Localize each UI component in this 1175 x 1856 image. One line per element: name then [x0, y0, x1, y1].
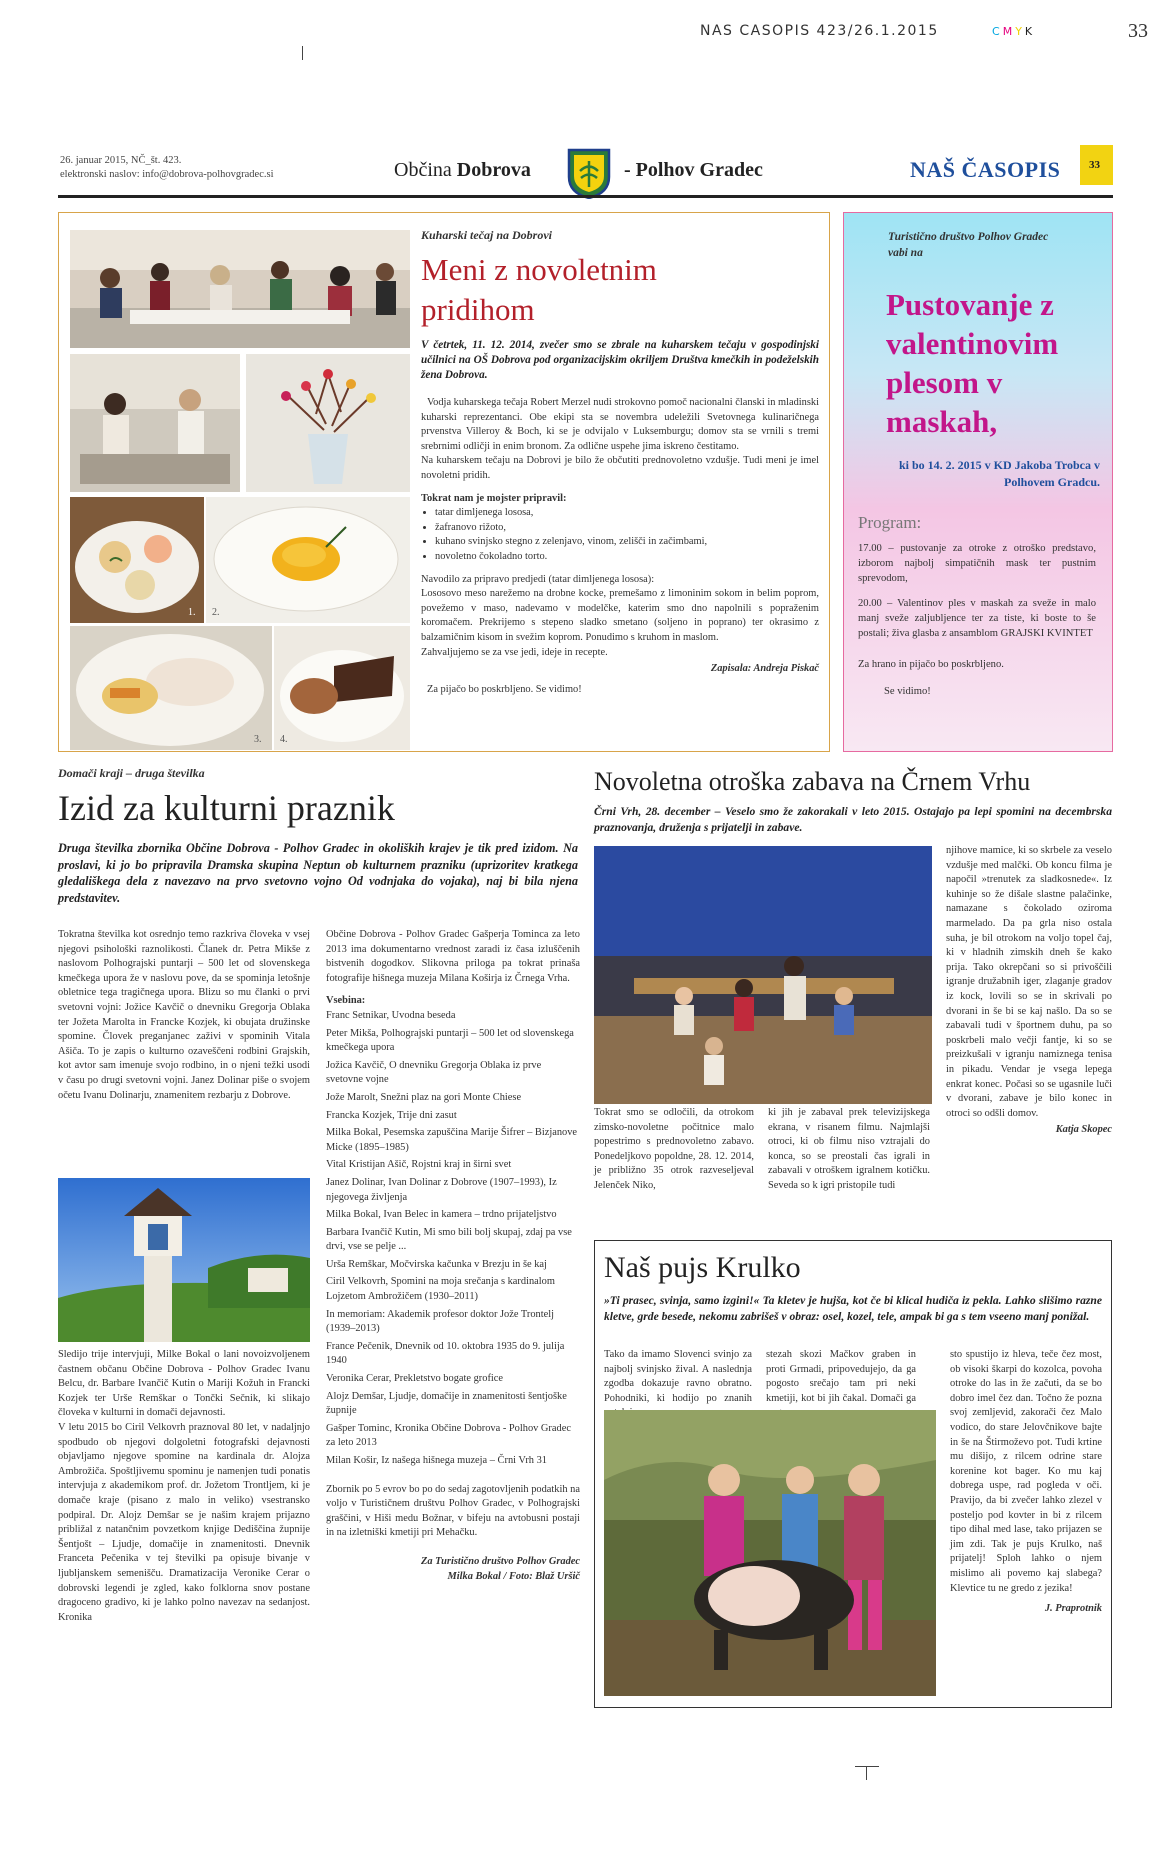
- article4-lead: »Ti prasec, svinja, samo izgini!« Ta kletev je hujša, kot če bi klical hudiča iz pekla. Lahko slišimo razne kletve, grde besede, nekomu zabrišeš v obraz: osel, kozel, tele, ampak bi ga s tem vseeno manj ponižal.: [604, 1294, 1102, 1323]
- article1-p3: Navodilo za pripravo predjedi (tatar dimljenega lososa):: [421, 573, 655, 585]
- toc-item: Milan Košir, Iz našega hišnega muzeja – Črni Vrh 31: [326, 1455, 547, 1466]
- article4-signature: J. Praprotnik: [1044, 1603, 1102, 1615]
- event-item-1: 17.00 – pustovanje za otroke z otroško predstavo, izborom najbolj simpatičnih mask ter pustnim sprevodom,: [858, 543, 1096, 584]
- obcina-name: Dobrova: [456, 159, 531, 181]
- cmyk-marks: [992, 25, 1035, 38]
- menu-item: • kuhano svinjsko stegno z zelenjavo, vinom, zelišči in začimbami,: [435, 535, 819, 550]
- photo-label-4: 4.: [280, 734, 288, 745]
- crop-mark-bottom-v: [866, 1766, 867, 1780]
- article2-col1-bottom: [58, 1348, 310, 1625]
- article2-signature-2: Milka Bokal / Foto: Blaž Uršič: [447, 1570, 580, 1582]
- article1-body: [421, 396, 819, 697]
- article1-p2: Na kuharskem tečaju na Dobrovi je bilo že občutiti prednovoletno vzdušje. Tudi meni je imel novoletni pridih.: [421, 455, 819, 481]
- photo-cooking-class-2: [70, 354, 240, 492]
- photo-pork-leg: [70, 626, 272, 750]
- photo-pig-with-children: [604, 1410, 936, 1696]
- menu-item: • žafranovo rižoto,: [435, 521, 819, 536]
- crop-mark-bottom: [855, 1766, 879, 1767]
- toc-item: Jožica Kavčič, O dnevniku Gregorja Oblaka iz prve svetovne vojne: [326, 1059, 542, 1086]
- toc-item: Franc Setnikar, Uvodna beseda: [326, 1009, 456, 1021]
- article3-col3: [946, 844, 1112, 1138]
- article2-title: Izid za kulturni praznik: [58, 788, 395, 828]
- article2-col1-interviews: Sledijo trije intervjuji, Milke Bokal o lani novoizvoljenem častnem občanu Občine Dobrova - Polhov Gradec Ivanu Belcu, dr. Barbare Ivančič Kutin o Mariji Kožuh in Francki Kozjek ter Urše Remškar o Tončki Sečnik, ki slikajo človeka v kulturni in domači dejavnosti.: [58, 1349, 310, 1419]
- page-number-top: 33: [1128, 20, 1148, 42]
- header-obcina: [394, 159, 531, 182]
- photo-saffron-risotto: [206, 497, 410, 623]
- article2-toc-title: Vsebina:: [326, 995, 366, 1007]
- article3-title: Novoletna otroška zabava na Črnem Vrhu: [594, 767, 1031, 796]
- event-program: [858, 541, 1096, 699]
- article3-col2: ki jih je zabaval prek televizijskega ekrana, v risanem filmu. Najmlajši otroci, ki ob filmu niso vztrajali do konca, so se preostali čas igrali in zabavali v otroškem igralnem kotičku. Seveda so k igri pristopile tudi: [768, 1107, 930, 1191]
- toc-item: Vital Kristijan Ašič, Rojstni kraj in širni svet: [326, 1159, 512, 1171]
- photo-wayside-shrine: [58, 1178, 310, 1342]
- article1-kicker: Kuharski tečaj na Dobrovi: [421, 228, 553, 242]
- article2-col2-intro: Občine Dobrova - Polhov Gradec Gašperja Tominca za leto 2013 ima dokumentarno vrednost zaradi iz časa izluščenih bistvenih dogodkov. Slikovna priloga pa tokrat prinaša fotografije hišnega muzeja Milana Koširja iz Črnega Vrha.: [326, 929, 580, 984]
- toc-item: Peter Mikša, Polhograjski puntarji – 500 let od slovenskega kmečkega upora: [326, 1027, 574, 1054]
- event-bye: Se vidimo!: [884, 686, 931, 697]
- article1-menu-title: Tokrat nam je mojster pripravil:: [421, 492, 567, 504]
- article2-col2-availability: Zbornik po 5 evrov bo po do sedaj zagotovljenih podatkih na voljo v Turističnem društvu Polhov Gradec, v Polhograjski graščini, v Hiši medu Božnar, v bifeju na avtobusni postaji in na izletniški kmetiji pri Mehačku.: [326, 1483, 580, 1539]
- article1-menu-list: [421, 506, 819, 564]
- article1-lead: V četrtek, 11. 12. 2014, zvečer smo se zbrale na kuharskem tečaju v gospodinjski učilnici na OŠ Dobrova pod organizacijskim okriljem Društva kmečkih in podeželskih žena Dobrova.: [421, 339, 819, 381]
- event-food: Za hrano in pijačo bo poskrbljeno.: [858, 659, 1004, 670]
- photo-children-party: [594, 846, 932, 1104]
- article2-col1-more: V letu 2015 bo Ciril Velkovrh praznoval 80 let, v nadaljnjo spodbudo ob njegovi dolgoletni fotografski dejavnosti objavljamo njegove spomine na kardinala dr. Alojza Ambrožiča. Spoštljivemu spominu je namenjen tudi ponatis intervjuja z akademikom prof. dr. Jožetom Trontljem, ki je domače kraje (pisano z malo in veliko) vsestransko podpiral. Dr. Alojz Demšar se je našim krajem prijazno približal z natančnim povzetkom knjige Dediščina župnije Šentjošt – Ljudje, domačije in znamenitosti. Dnevnik Franceta Pečenika v tej številki pa opisuje bivanje v ljubljanskem semenišču. Dramatizacija Veronike Cerar o dobrovski legendi je zgled, kako folklorna snov postane dragoceno gradivo, ki je lahko polno navezav na sedanjost. Kronika: [58, 1421, 310, 1623]
- obcina-prefix: Občina: [394, 159, 452, 181]
- toc-item: Veronika Cerar, Prekletstvo bogate grofice: [326, 1373, 504, 1385]
- article1-p1: Vodja kuharskega tečaja Robert Merzel nudi strokovno pomoč nacionalni članski in mladinski kuharski reprezentanci. Obe ekipi sta se novembra udeležili Svetovnega kulinaričnega prvenstva Villeroy & Boch, ki se je odvijalo v Luksemburgu; domov sta se vrnili s tremi srebrnimi odličji in enim bronom. Za odlične uspehe jima iskreno čestitamo.: [421, 397, 819, 452]
- toc-item: Milka Bokal, Ivan Belec in kamera – trdno prijateljstvo: [326, 1209, 557, 1221]
- header-email: elektronski naslov: info@dobrova-polhovgradec.si: [60, 169, 274, 180]
- article4-col3-text: sto spustijo iz hleva, teče čez most, ob visoki škarpi do kozolca, povoha otroke do las in že začuti, da se bo dobro imel čez dan. Točno že pozna svoj zemljevid, zakorači čez Malo vodico, do stare Jelovčnikove bajte in še na Štirmoževo pot. Tudi krtine mu dišijo, z rilcem odrine stare korenine kot bager. Ko mu kaj dobrega uspe, rad pogleda v oči. Pravijo, da bi zvečer lahko zlezel v posteljo pod kovter in bi z rilcem tipo dihal med lase, tako prijazen se jim zdi. Tak je pujs Krulko, naš prijatelj! Sploh lahko o njem mislimo ali povemo kaj slabega? Klevtice tu ne gredo z jezika!: [950, 1349, 1102, 1594]
- article3-signature: Katja Skopec: [1055, 1124, 1112, 1136]
- article1-p4: Lososovo meso narežemo na drobne kocke, premešamo z limoninim sokom in belim poprom, povežemo v maso, nadevamo v modelčke, katerim smo dno napolnili s popraženim koromačem. Prekrijemo s stepeno sladko smetano (soljeno in poprano) ter okrasimo z balzamičnim kisom in svežim koprom. Ponudimo s kruhom in maslom.: [421, 588, 819, 643]
- article1-title: Meni z novoletnim pridihom: [421, 252, 657, 327]
- article1-closing: Za pijačo bo poskrbljeno. Se vidimo!: [427, 683, 582, 695]
- article2-kicker: Domači kraji – druga številka: [58, 766, 205, 780]
- issue-title: NAS CASOPIS 423/26.1.2015: [700, 23, 939, 39]
- toc-item: Milka Bokal, Pesemska zapuščina Marije Šifrer – Bizjanove Micke (1895–1985): [326, 1127, 578, 1153]
- article3-lead: Črni Vrh, 28. december – Veselo smo že zakorakali v leto 2015. Ostajajo pa lepi spomini na decembrska praznovanja, druženja s prijatelji in zabave.: [594, 805, 1112, 834]
- cmyk-y: Y: [1015, 25, 1025, 38]
- toc-item: Ciril Velkovrh, Spomini na moja srečanja s kardinalom Lojzetom Ambrožičem (1930–2011): [326, 1276, 555, 1303]
- cmyk-c: C: [992, 25, 1003, 38]
- crop-mark: [302, 46, 303, 60]
- menu-item: • tatar dimljenega lososa,: [435, 506, 819, 521]
- event-title: Pustovanje z valentinovim plesom v maskah,: [886, 287, 1059, 439]
- header-polhov: - Polhov Gradec: [624, 159, 763, 181]
- header-page-number: 33: [1089, 159, 1100, 171]
- municipality-crest-icon: [566, 147, 612, 199]
- toc-item: In memoriam: Akademik profesor doktor Jože Trontelj (1939–2013): [326, 1308, 554, 1335]
- toc-item: Jože Marolt, Snežni plaz na gori Monte Chiese: [326, 1091, 522, 1103]
- header-date: 26. januar 2015, NČ_št. 423.: [60, 155, 182, 166]
- brand-logo: NAŠ ČASOPIS: [910, 157, 1061, 182]
- event-vabi: vabi na: [888, 247, 923, 259]
- page-header: [58, 145, 1113, 201]
- article1-signature: Zapisala: Andreja Piskač: [710, 663, 819, 675]
- article4-col3: [950, 1348, 1102, 1617]
- cmyk-m: M: [1002, 25, 1016, 38]
- toc-item: Janez Dolinar, Ivan Dolinar z Dobrove (1907–1993), Iz njegovega življenja: [326, 1176, 557, 1203]
- top-bar: [700, 20, 1160, 44]
- menu-item: • novoletno čokoladno torto.: [435, 550, 819, 565]
- article4-title: Naš pujs Krulko: [604, 1251, 801, 1284]
- article2-col2: [326, 928, 580, 1584]
- toc-item: Alojz Demšar, Ljudje, domačije in znamenitosti šentjoške župnije: [326, 1390, 567, 1417]
- article2-toc-list: [326, 1009, 580, 1469]
- toc-item: France Pečenik, Dnevnik od 10. oktobra 1935 do 9. julija 1940: [326, 1340, 565, 1367]
- event-org: Turistično društvo Polhov Gradec: [888, 231, 1049, 243]
- article2-signature-1: Za Turistično društvo Polhov Gradec: [421, 1555, 580, 1567]
- header-rule: [58, 195, 1113, 198]
- toc-item: Francka Kozjek, Trije dni zasut: [326, 1109, 457, 1121]
- event-program-label: Program:: [858, 513, 922, 532]
- event-when: ki bo 14. 2. 2015 v KD Jakoba Trobca v Polhovem Gradcu.: [898, 458, 1100, 489]
- photo-label-3: 3.: [254, 734, 262, 745]
- photo-cooking-class-1: [70, 230, 410, 348]
- photo-salmon-tartare: [70, 497, 204, 623]
- photo-chocolate-cake: [274, 626, 410, 750]
- toc-item: Urša Remškar, Močvirska kačunka v Brezju in še kaj: [326, 1258, 547, 1270]
- article1-p5: Zahvaljujemo se za vse jedi, ideje in recepte.: [421, 646, 608, 658]
- article3-col1: Tokrat smo se odločili, da otrokom zimsko-novoletne počitnice malo popestrimo s prednovoletno zabavo. Ponedeljkovo popoldne, 28. 12. 2014, je približno 35 otrok razveseljeval Jelenček Niko,: [594, 1107, 754, 1191]
- header-page-badge: [1080, 145, 1113, 185]
- photo-festive-decoration: [246, 354, 410, 492]
- article2-lead: Druga številka zbornika Občine Dobrova - Polhov Gradec in okoliških krajev je tik pred izidom. Na proslavi, ki jo bo pripravila Dramska skupina Neptun ob kulturnem prazniku (uprizoritev kratkega gledališkega dela z navezavo na prvo svetovno vojno Od vodnjaka do vojaka), naj bi bila njena predstavitev.: [58, 841, 578, 905]
- article4-col1: Tako da imamo Slovenci svinjo za najbolj svinjsko žival. A naslednja zgodba dokazuje ravno obratno. Pohodniki, ki hodijo po znanih: [604, 1349, 752, 1404]
- article2-col1-top: Tokratna številka kot osrednjo temo razkriva človeka v vsej njegovi psihološki raznolikosti. Članek dr. Petra Mikše z naslovom Polhograjski puntarji – 500 let od slovenskega kmečkega upora že v naslovu pove, da se spominja letošnje obletnice tega tragičnega upora. Blizu so mu članki o prvi svetovni vojni: Jožice Kavčič o dnevniku Gregorja Oblaka ter Jožeta Marolta in Francke Kozjek, ki obujata družinske spomine. Človek preganjanec zaživi v spominih Vitala Ašiča. To je zapis o kulturno ozaveščeni rodbini Grajskih, kot avtor sam imenuje svojo rodbino, in o njeni težki usodi v času po drugi svetovni vojni. Janez Dolinar piše o svojem očetu Ivanu Dolinarju, znamenitem rezbarju z Dobrove.: [58, 929, 310, 1101]
- toc-item: Gašper Tominc, Kronika Občine Dobrova - Polhov Gradec za leto 2013: [326, 1422, 571, 1449]
- photo-label-2: 2.: [212, 607, 220, 618]
- article4-col2: stezah skozi Mačkov graben in proti Grmadi, pripovedujejo, da ga pogosto srečajo tam pri neki kmetiji, kot bi jih čakal. Domači ga: [766, 1349, 916, 1404]
- event-item-2: 20.00 – Valentinov ples v maskah za sveže in malo manj sveže zaljubljence ter za tiste, ki boste to še postali; živa glasba z ansamblom GRAJSKI KVINTET: [858, 598, 1096, 639]
- cmyk-k: K: [1024, 25, 1036, 38]
- toc-item: Barbara Ivančič Kutin, Mi smo bili bolj skupaj, zdaj pa vse drvi, vse se pelje ...: [326, 1226, 572, 1253]
- photo-label-1: 1.: [188, 607, 196, 618]
- article3-col3-text: njihove mamice, ki so skrbele za veselo vzdušje med malčki. Ob koncu filma je napočil »trenutek za sladkosnede«. Iz kuhinje so že dišale slastne palačinke, namazane s čokolado oziroma marmelado. Da pa grla niso ostala suha, je bil otrokom na voljo topel čaj, ki v hladnih zimskih dneh še kako prija. Tako okrepčani so si privoščili igranje družabnih iger, zlaganje gradov iz kock, lovili so se in skrivali po dvorani in še bi se kaj našlo. Da so se zabavali tudi v športnem duhu, pa so poskrbeli malo večji fantje, ki so se preizkušali v igranju namiznega tenisa in pikadu. Vendar je vsega lepega enkrat konec. Počasi so se ugasnile luči v dvorani, zabave je bilo konec in otroci so odšli domov.: [946, 845, 1112, 1119]
